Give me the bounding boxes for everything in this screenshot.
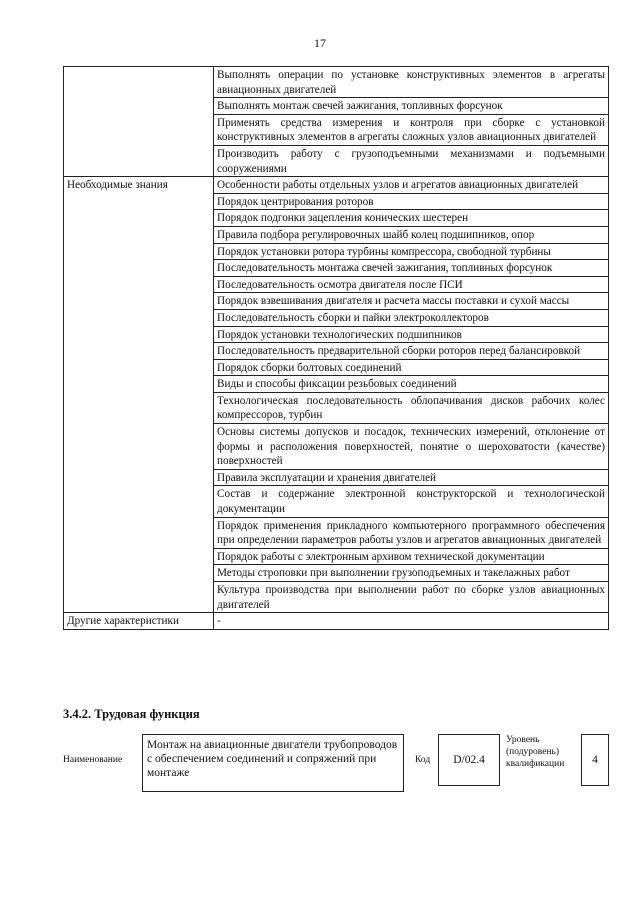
table-row [64, 145, 609, 176]
row-label [64, 469, 214, 486]
row-value: Культура производства при выполнении работ по сборке узлов авиационных двигателей [214, 582, 609, 613]
row-value: Методы строповки при выполнении грузоподъемных и такелажных работ [214, 565, 609, 582]
row-value: - [214, 613, 609, 630]
table-row [64, 309, 609, 326]
table-row [64, 293, 609, 310]
table-row [64, 613, 609, 630]
row-value: Состав и содержание электронной конструкторской и технологической документации [214, 486, 609, 517]
table-row [64, 276, 609, 293]
row-value: Порядок подгонки зацепления конических шестерен [214, 210, 609, 227]
labor-function-block [63, 734, 609, 792]
table-row [64, 98, 609, 115]
table-row [64, 486, 609, 517]
competency-table [63, 66, 609, 630]
table-row [64, 193, 609, 210]
table-row [64, 210, 609, 227]
row-value: Выполнять монтаж свечей зажигания, топливных форсунок [214, 98, 609, 115]
row-value: Порядок сборки болтовых соединений [214, 359, 609, 376]
row-label [64, 376, 214, 393]
table-row [64, 565, 609, 582]
table-row [64, 67, 609, 98]
row-label [64, 424, 214, 470]
row-label [64, 193, 214, 210]
row-label [64, 67, 214, 98]
row-value: Последовательность сборки и пайки электроколлекторов [214, 309, 609, 326]
row-label: Необходимые знания [64, 177, 214, 194]
row-label [64, 243, 214, 260]
row-label [64, 293, 214, 310]
table-row [64, 260, 609, 277]
row-label: Другие характеристики [64, 613, 214, 630]
row-value: Технологическая последовательность облопачивания дисков рабочих колес компрессоров, турбин [214, 392, 609, 423]
row-label [64, 565, 214, 582]
row-value: Применять средства измерения и контроля при сборке с установкой конструктивных элементов в агрегаты сложных узлов авиационных двигателей [214, 114, 609, 145]
row-value: Последовательность предварительной сборки роторов перед балансировкой [214, 343, 609, 360]
code-label: Код [415, 755, 431, 765]
row-value: Порядок взвешивания двигателя и расчета массы поставки и сухой массы [214, 293, 609, 310]
level-value: 4 [581, 734, 609, 786]
table-row [64, 376, 609, 393]
table-row [64, 392, 609, 423]
row-value: Особенности работы отдельных узлов и агрегатов авиационных двигателей [214, 177, 609, 194]
table-row [64, 517, 609, 548]
row-value: Выполнять операции по установке конструктивных элементов в агрегаты авиационных двигателей [214, 67, 609, 98]
row-value: Виды и способы фиксации резьбовых соединений [214, 376, 609, 393]
row-label [64, 260, 214, 277]
table-row [64, 226, 609, 243]
level-label-line-3: квалификации [506, 759, 565, 769]
row-label [64, 210, 214, 227]
row-label [64, 582, 214, 613]
table-row [64, 582, 609, 613]
row-value: Порядок установки технологических подшипников [214, 326, 609, 343]
table-row [64, 114, 609, 145]
table-row [64, 326, 609, 343]
row-label [64, 226, 214, 243]
row-label [64, 276, 214, 293]
row-label [64, 309, 214, 326]
row-value: Порядок применения прикладного компьютерного программного обеспечения при определении параметров работы узлов и агрегатов авиационных двигателей [214, 517, 609, 548]
table-row [64, 359, 609, 376]
section-title: 3.4.2. Трудовая функция [63, 707, 200, 721]
row-label [64, 517, 214, 548]
row-label [64, 98, 214, 115]
row-value: Последовательность осмотра двигателя после ПСИ [214, 276, 609, 293]
table-row [64, 548, 609, 565]
row-value: Порядок работы с электронным архивом технической документации [214, 548, 609, 565]
row-value: Производить работу с грузоподъемными механизмами и подъемными сооружениями [214, 145, 609, 176]
code-value: D/02.4 [438, 734, 500, 786]
row-label [64, 359, 214, 376]
table-row [64, 243, 609, 260]
page-number: 17 [314, 36, 326, 50]
row-value: Порядок установки ротора турбины компрессора, свободной турбины [214, 243, 609, 260]
row-label [64, 114, 214, 145]
row-value: Основы системы допусков и посадок, технических измерений, отклонение от формы и расположения поверхностей, понятие о шероховатости (качестве) поверхностей [214, 424, 609, 470]
level-label-line-2: (подуровень) [506, 747, 560, 757]
level-label-line-1: Уровень [506, 735, 540, 745]
row-value: Последовательность монтажа свечей зажигания, топливных форсунок [214, 260, 609, 277]
table-row [64, 424, 609, 470]
table-row [64, 469, 609, 486]
row-label [64, 392, 214, 423]
table-row [64, 177, 609, 194]
level-label [506, 734, 578, 770]
row-label [64, 548, 214, 565]
row-label [64, 145, 214, 176]
row-label [64, 343, 214, 360]
name-label: Наименование [63, 755, 123, 765]
table-row [64, 343, 609, 360]
row-value: Порядок центрирования роторов [214, 193, 609, 210]
row-label [64, 326, 214, 343]
row-label [64, 486, 214, 517]
name-value: Монтаж на авиационные двигатели трубопроводов с обеспечением соединений и сопряжений при монтаже [142, 734, 404, 792]
row-value: Правила подбора регулировочных шайб колец подшипников, опор [214, 226, 609, 243]
row-value: Правила эксплуатации и хранения двигателей [214, 469, 609, 486]
